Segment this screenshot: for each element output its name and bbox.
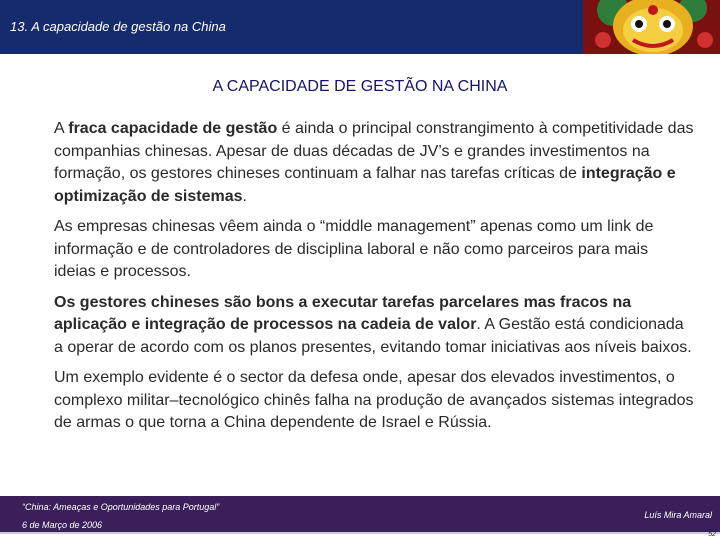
bold-text: Os gestores chineses são bons a executar tarefas parcelares mas fracos na aplicação e integração de processos na cadeia de valor <box>54 293 632 333</box>
text-run: As empresas chinesas vêem ainda o “middle management” apenas como um link de informação e de controladores de disciplina laboral e não como parceiros para mais ideias e processos. <box>54 218 654 280</box>
text-run: A <box>54 120 69 137</box>
header-title: 13. A capacidade de gestão na China <box>10 19 226 34</box>
footer-presentation-title: “China: Ameaças e Oportunidades para Portugal” <box>22 502 220 512</box>
text-run: Um exemplo evidente é o sector da defesa onde, apesar dos elevados investimentos, o complexo militar–tecnológico chinês falha na produção de avançados sistemas integrados de armas o que torna a China dependente de Israel e Rússia. <box>54 369 694 431</box>
paragraph <box>54 216 694 284</box>
slide-title: A CAPACIDADE DE GESTÃO NA CHINA <box>212 78 508 95</box>
paragraph <box>54 292 694 360</box>
bold-text: integração e optimização de sistemas <box>54 165 676 205</box>
footer-author: Luís Mira Amaral <box>644 510 712 520</box>
footer-date: 6 de Março de 2006 <box>22 520 103 530</box>
footer-divider <box>0 532 720 534</box>
text-run: . <box>242 187 247 205</box>
page-number: 52 <box>708 531 716 538</box>
text-run: é ainda o principal constrangimento à competitividade das companhias chinesas. Apesar de duas décadas de JV’s e grandes investimentos na formação, os gestores chineses continuam a falhar nas tarefas críticas de <box>54 120 694 182</box>
bold-text: fraca capacidade de gestão <box>68 120 278 137</box>
content-body <box>54 118 694 443</box>
text-run: . A Gestão está condicionada a operar de acordo com os planos presentes, evitando tomar iniciativas aos níveis baixos. <box>54 316 692 356</box>
chinese-lion-mask-icon <box>583 0 720 54</box>
paragraph <box>54 118 694 208</box>
paragraph <box>54 367 694 435</box>
